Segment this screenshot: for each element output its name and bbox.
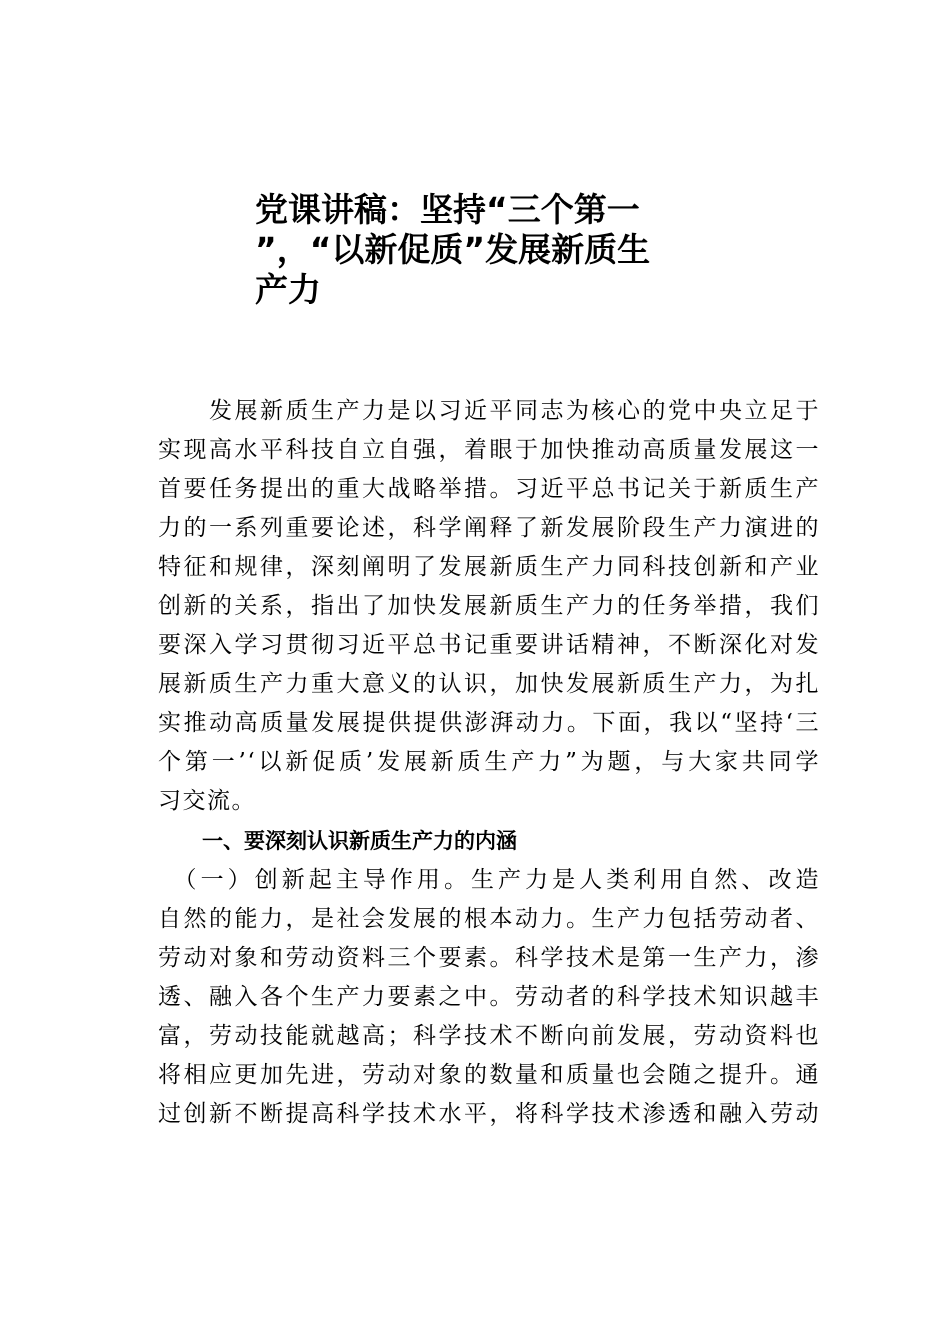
text-line: 富，劳动技能就越高；科学技术不断向前发展，劳动资料也 — [158, 1023, 820, 1049]
section-paragraph — [158, 861, 820, 1134]
text-line: 展新质生产力重大意义的认识，加快发展新质生产力，为扎 — [158, 671, 820, 697]
text-line: 过创新不断提高科学技术水平，将科学技术渗透和融入劳动 — [158, 1101, 820, 1127]
text-line: 要深入学习贯彻习近平总书记重要讲话精神，不断深化对发 — [158, 632, 820, 658]
title-line-3: 产力 — [255, 270, 321, 309]
title-line-2: ”，“以新促质”发展新质生 — [255, 230, 651, 269]
text-line: 实现高水平科技自立自强，着眼于加快推动高质量发展这一 — [158, 437, 820, 463]
text-line: 将相应更加先进，劳动对象的数量和质量也会随之提升。通 — [158, 1062, 820, 1088]
text-line: 个第一’‘以新促质’发展新质生产力”为题，与大家共同学 — [158, 749, 820, 775]
text-line: 透、融入各个生产力要素之中。劳动者的科学技术知识越丰 — [158, 984, 820, 1010]
document-title — [255, 190, 725, 310]
text-line: 发展新质生产力是以习近平同志为核心的党中央立足于 — [158, 398, 820, 424]
text-line: 自然的能力，是社会发展的根本动力。生产力包括劳动者、 — [158, 906, 820, 932]
title-line-1: 党课讲稿：坚持“三个第一 — [255, 190, 640, 229]
intro-paragraph — [158, 392, 820, 821]
text-line: （一）创新起主导作用。生产力是人类利用自然、改造 — [158, 867, 820, 893]
section-heading: 一、要深刻认识新质生产力的内涵 — [202, 829, 517, 853]
document-body — [158, 392, 820, 1134]
text-line: 特征和规律，深刻阐明了发展新质生产力同科技创新和产业 — [158, 554, 820, 580]
text-line: 习交流。 — [158, 788, 256, 814]
text-line: 力的一系列重要论述，科学阐释了新发展阶段生产力演进的 — [158, 515, 820, 541]
text-line: 劳动对象和劳动资料三个要素。科学技术是第一生产力，渗 — [158, 945, 820, 971]
text-line: 创新的关系，指出了加快发展新质生产力的任务举措，我们 — [158, 593, 820, 619]
text-line: 首要任务提出的重大战略举措。习近平总书记关于新质生产 — [158, 476, 820, 502]
text-line: 实推动高质量发展提供提供澎湃动力。下面，我以“坚持‘三 — [158, 710, 820, 736]
